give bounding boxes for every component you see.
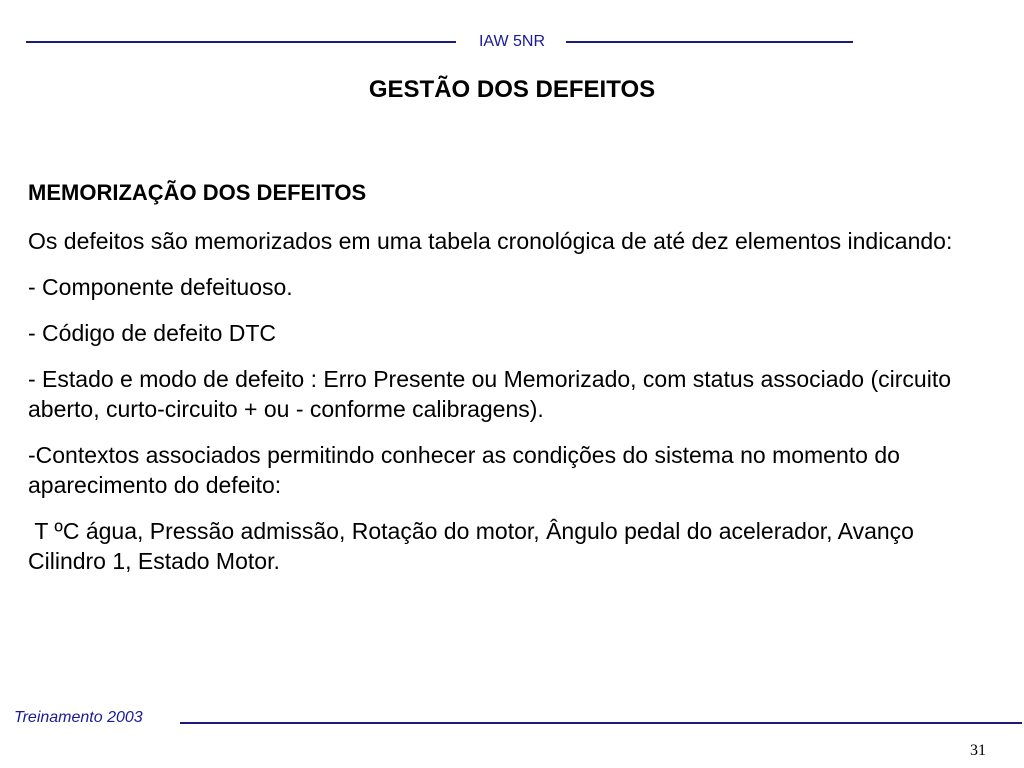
header-tag: IAW 5NR bbox=[478, 33, 546, 50]
paragraph-intro: Os defeitos são memorizados em uma tabela cronológica de até dez elementos indicando: bbox=[28, 228, 953, 254]
list-item-component: - Componente defeituoso. bbox=[28, 274, 293, 300]
slide-content bbox=[28, 178, 978, 592]
header-rule-left bbox=[26, 41, 456, 43]
list-item-dtc: - Código de defeito DTC bbox=[28, 320, 277, 346]
page-number: 31 bbox=[970, 742, 986, 759]
footer-rule bbox=[180, 722, 1022, 724]
context-details: T ºC água, Pressão admissão, Rotação do motor, Ângulo pedal do acelerador, Avanço Cilindro 1, Estado Motor. bbox=[28, 518, 921, 574]
footer-label: Treinamento 2003 bbox=[14, 709, 143, 726]
section-title: MEMORIZAÇÃO DOS DEFEITOS bbox=[28, 180, 367, 205]
list-item-contexts: -Contextos associados permitindo conhecer as condições do sistema no momento do aparecimento do defeito: bbox=[28, 442, 900, 498]
header-rule-right bbox=[566, 41, 853, 43]
page-title: GESTÃO DOS DEFEITOS bbox=[368, 76, 656, 103]
list-item-state: - Estado e modo de defeito : Erro Presente ou Memorizado, com status associado (circuito aberto, curto-circuito + ou - conforme calibragens). bbox=[28, 366, 951, 422]
